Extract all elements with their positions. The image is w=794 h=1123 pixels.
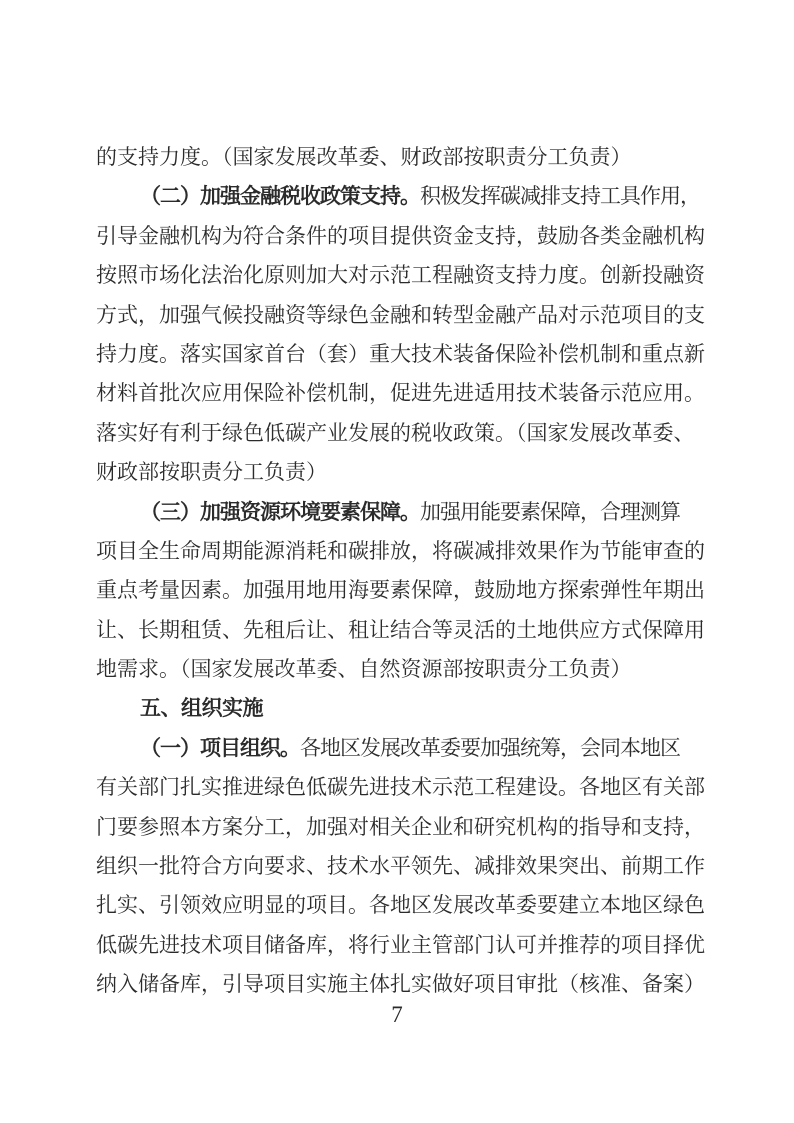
text-segment: 财政部按职责分工负责）	[96, 460, 327, 485]
text-line	[96, 965, 756, 1004]
text-segment: （三）加强资源环境要素保障。	[140, 499, 420, 524]
text-segment: 项目全生命周期能源消耗和碳排放，将碳减排效果作为节能审查的	[96, 538, 705, 563]
text-segment: （国家发展改革委、	[516, 420, 695, 445]
text-line	[96, 453, 756, 492]
text-line	[96, 611, 756, 650]
text-line	[96, 808, 756, 847]
page-number: 7	[391, 1002, 403, 1027]
text-line	[96, 532, 756, 571]
section-heading: 五、组织实施	[140, 697, 263, 721]
text-segment: （一）项目组织。	[140, 735, 300, 760]
text-segment: 扎实、引领效应明显的项目。各地区发展改革委要建立本地区绿色	[96, 893, 705, 918]
text-segment: 引导金融机构为符合条件的项目提供资金支持，鼓励各类金融机构	[96, 223, 705, 248]
text-segment: 材料首批次应用保险补偿机制，促进先进适用技术装备示范应用。	[96, 381, 705, 406]
text-line	[96, 256, 756, 295]
text-segment: 纳入储备库，引导项目实施主体扎实做好项目审批（核准、备案）	[96, 972, 705, 997]
text-line	[96, 886, 756, 925]
text-line	[96, 374, 756, 413]
text-segment: 地需求。	[96, 657, 180, 682]
text-line	[96, 296, 756, 335]
text-segment: 的支持力度。	[96, 145, 222, 169]
section-heading-line	[96, 689, 756, 728]
text-segment: 落实好有利于绿色低碳产业发展的税收政策。	[96, 420, 516, 445]
text-segment: 持力度。落实国家首台（套）重大技术装备保险补偿机制和重点新	[96, 341, 705, 366]
text-segment: 有关部门扎实推进绿色低碳先进技术示范工程建设。各地区有关部	[96, 775, 705, 800]
text-segment: 门要参照本方案分工，加强对相关企业和研究机构的指导和支持，	[96, 814, 705, 839]
text-segment: 组织一批符合方向要求、技术水平领先、减排效果突出、前期工作	[96, 854, 705, 879]
paragraph-start-line	[96, 177, 756, 216]
document-body	[96, 138, 756, 1005]
text-line	[96, 138, 756, 177]
text-line	[96, 926, 756, 965]
text-segment: 各地区发展改革委要加强统筹，会同本地区	[300, 735, 680, 760]
text-line	[96, 335, 756, 374]
text-segment: 让、长期租赁、先租后让、租让结合等灵活的土地供应方式保障用	[96, 617, 705, 642]
text-line	[96, 217, 756, 256]
text-segment: （二）加强金融税收政策支持。	[140, 184, 420, 209]
text-segment: 积极发挥碳减排支持工具作用，	[420, 184, 700, 209]
text-segment: 加强用能要素保障，合理测算	[420, 499, 680, 524]
paragraph-start-line	[96, 729, 756, 768]
text-segment: （国家发展改革委、自然资源部按职责分工负责）	[180, 657, 632, 682]
text-line	[96, 650, 756, 689]
text-line	[96, 571, 756, 610]
text-segment: （国家发展改革委、财政部按职责分工负责）	[222, 145, 632, 169]
text-segment: 低碳先进技术项目储备库，将行业主管部门认可并推荐的项目择优	[96, 932, 705, 957]
text-segment: 方式，加强气候投融资等绿色金融和转型金融产品对示范项目的支	[96, 302, 705, 327]
text-line	[96, 414, 756, 453]
text-line	[96, 768, 756, 807]
text-line	[96, 847, 756, 886]
text-segment: 重点考量因素。加强用地用海要素保障，鼓励地方探索弹性年期出	[96, 578, 705, 603]
paragraph-start-line	[96, 493, 756, 532]
text-segment: 按照市场化法治化原则加大对示范工程融资支持力度。创新投融资	[96, 263, 705, 288]
